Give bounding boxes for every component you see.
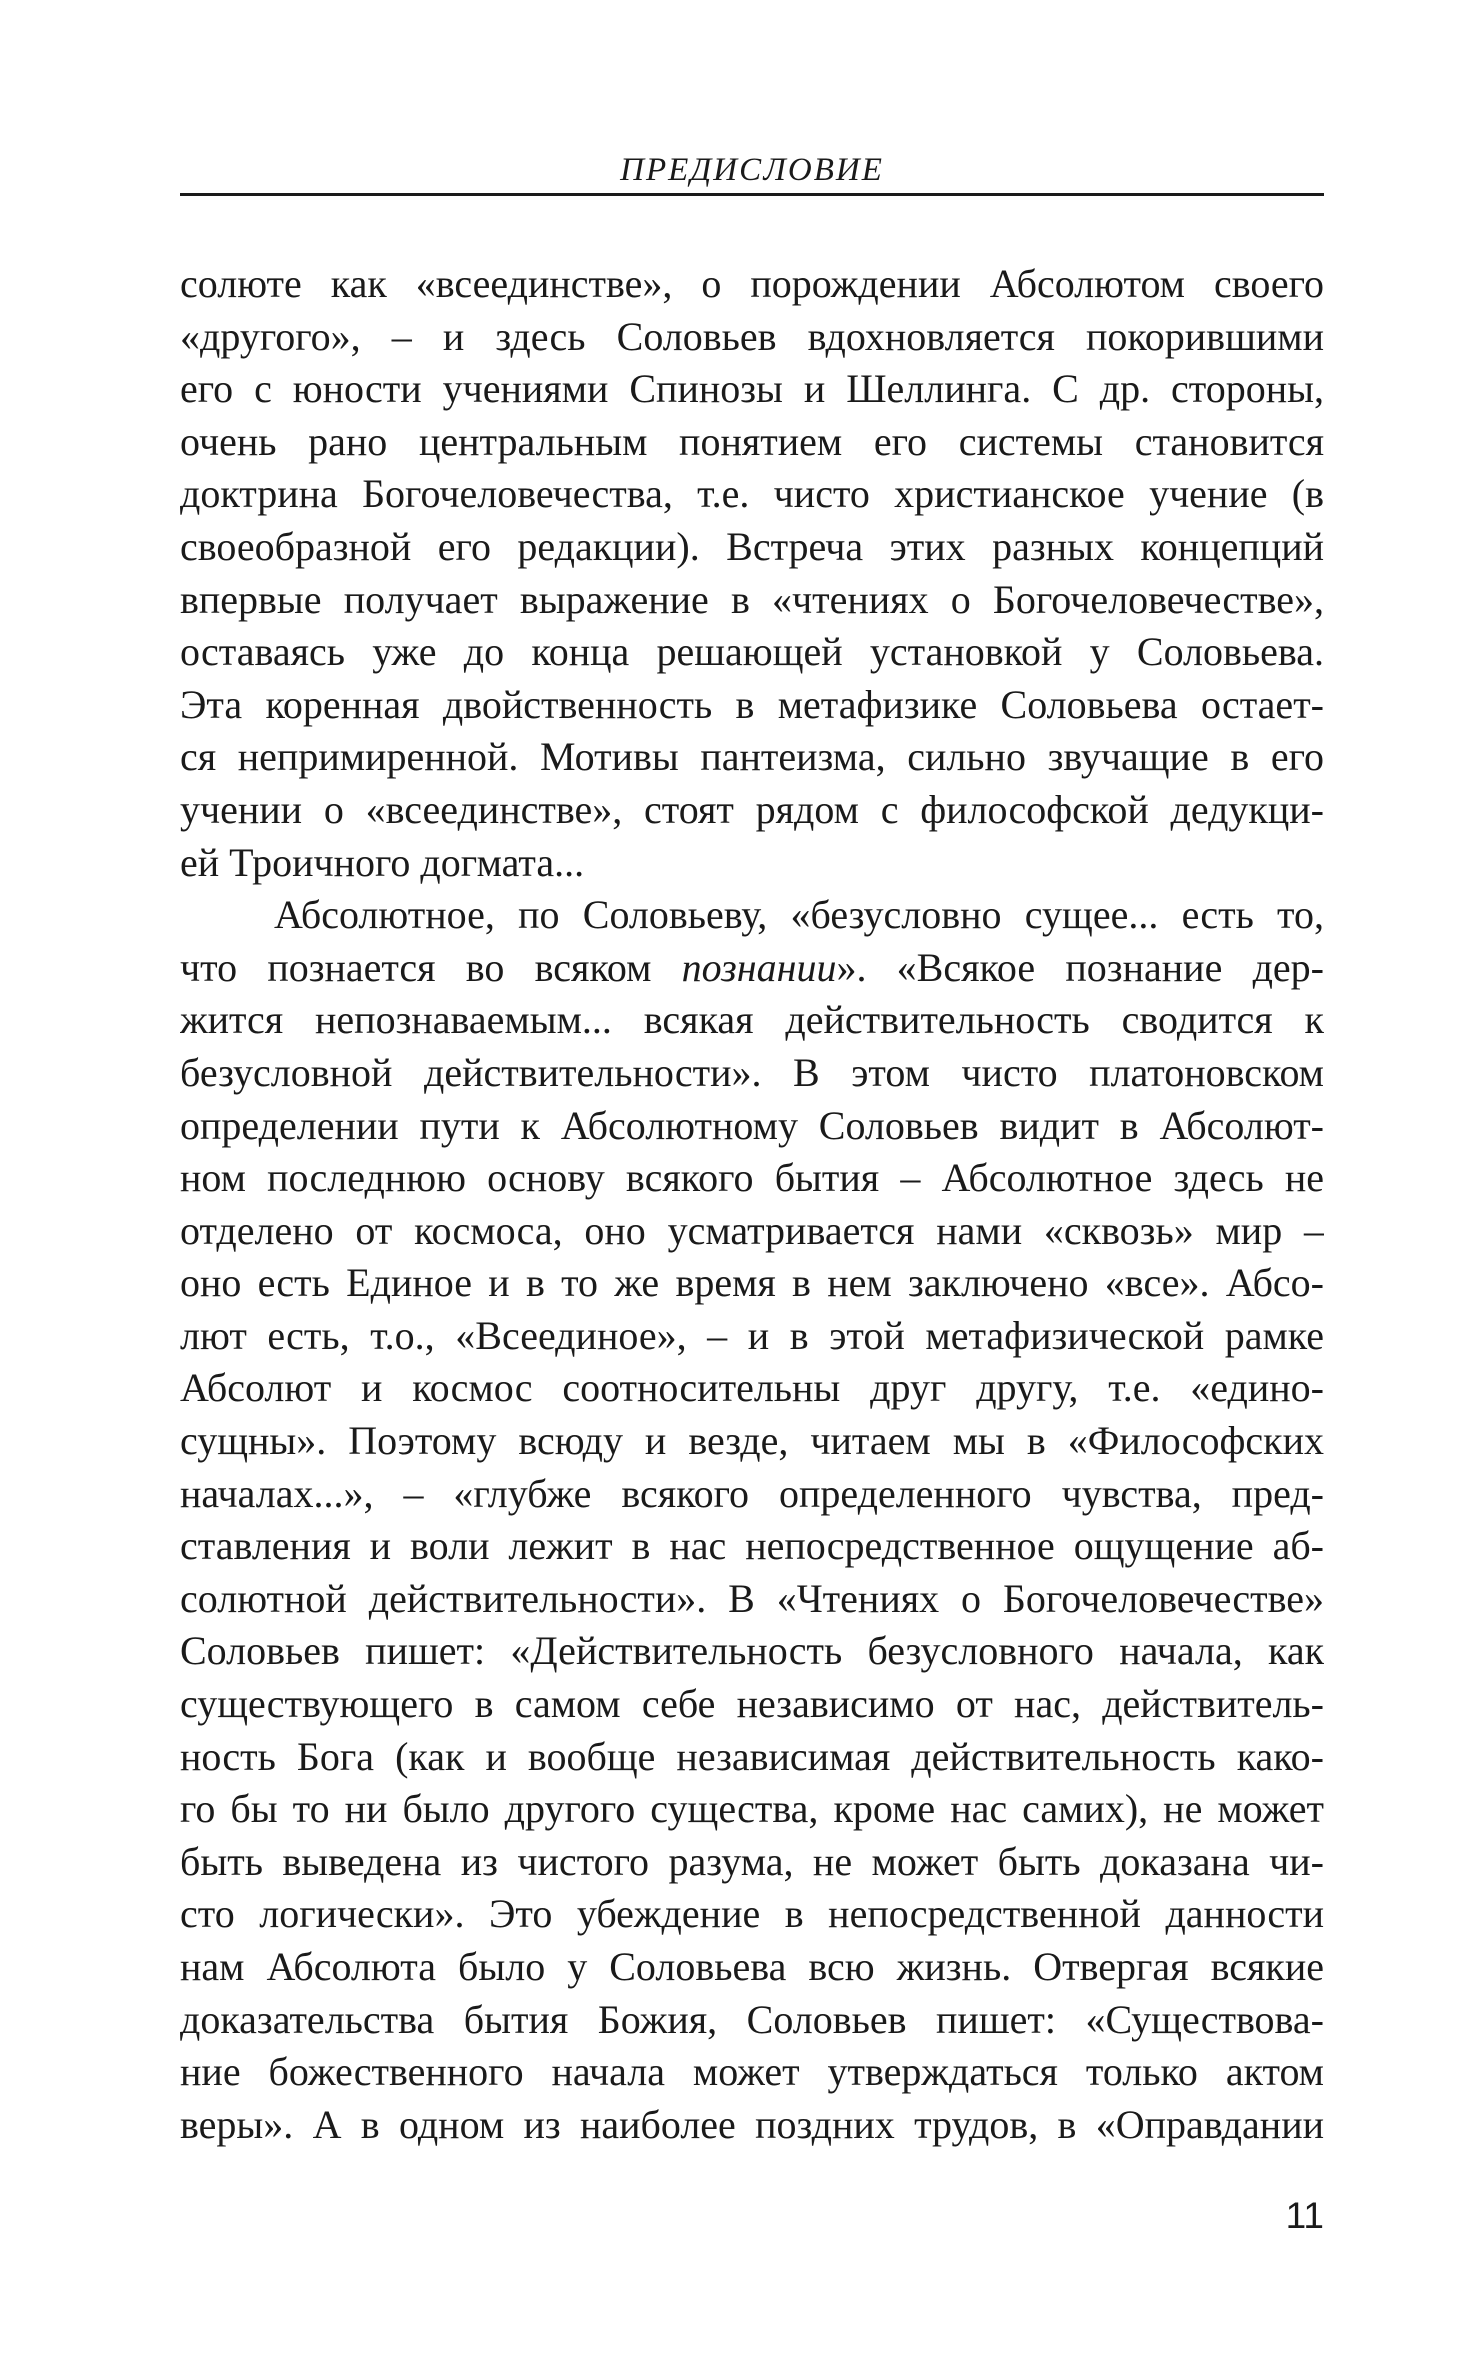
text-line: жится непознаваемым... всякая действительность сводится к [180, 997, 1324, 1043]
text-line: доказательства бытия Божия, Соловьев пишет: «Существова- [180, 1996, 1324, 2042]
text-line: существующего в самом себе независимо от нас, действитель- [180, 1681, 1324, 1727]
text-line-with-emphasis [180, 942, 1324, 995]
text-line: Соловьев пишет: «Действительность безусловного начала, как [180, 1628, 1324, 1674]
text-line: его с юности учениями Спинозы и Шеллинга. С др. стороны, [180, 366, 1324, 412]
text-line: солюте как «всеединстве», о порождении Абсолютом своего [180, 261, 1324, 306]
text-line: очень рано центральным понятием его системы становится [180, 418, 1324, 464]
text-line: веры». А в одном из наиболее поздних трудов, в «Оправдании [180, 2101, 1324, 2147]
text-line: ставления и воли лежит в нас непосредственное ощущение аб- [180, 1523, 1324, 1569]
text-line: «другого», – и здесь Соловьев вдохновляется покорившими [180, 313, 1324, 359]
text-line: доктрина Богочеловечества, т.е. чисто христианское учение (в [180, 471, 1324, 517]
text-line: началах...», – «глубже всякого определенного чувства, пред- [180, 1470, 1324, 1516]
text-line: Эта коренная двойственность в метафизике Соловьева остает- [180, 681, 1324, 727]
text-line: ность Бога (как и вообще независимая действительность како- [180, 1733, 1324, 1779]
text-line: ние божественного начала может утверждаться только актом [180, 2049, 1324, 2095]
text-line: сущны». Поэтому всюду и везде, читаем мы в «Философских [180, 1418, 1324, 1464]
text-line: лют есть, т.о., «Всеединое», – и в этой метафизической рамке [180, 1312, 1324, 1358]
text-line: безусловной действительности». В этом чисто платоновском [180, 1049, 1324, 1095]
text-line: своеобразной его редакции). Встреча этих разных концепций [180, 523, 1324, 569]
text-line: впервые получает выражение в «чтениях о Богочеловечестве», [180, 576, 1324, 622]
emphasized-word: познании [681, 944, 837, 990]
text-line: ном последнюю основу всякого бытия – Абсолютное здесь не [180, 1155, 1324, 1201]
text-line: го бы то ни было другого существа, кроме нас самих), не может [180, 1786, 1324, 1832]
text-line: оно есть Единое и в то же время в нем заключено «все». Абсо- [180, 1260, 1324, 1306]
paragraph-start-line: Абсолютное, по Соловьеву, «безусловно сущее... есть то, [274, 892, 1324, 938]
text-line: определении пути к Абсолютному Соловьев видит в Абсолют- [180, 1102, 1324, 1148]
page-number: 11 [1285, 2195, 1324, 2236]
text-line: оставаясь уже до конца решающей установкой у Соловьева. [180, 629, 1324, 675]
text-line: учении о «всеединстве», стоят рядом с философской дедукци- [180, 786, 1324, 832]
text-line: отделено от космоса, оно усматривается нами «сквозь» мир – [180, 1207, 1324, 1253]
text-line: быть выведена из чистого разума, не может быть доказана чи- [180, 1838, 1324, 1884]
running-head: ПРЕДИСЛОВИЕ [620, 152, 884, 188]
text-fragment: что познается во всяком [180, 944, 682, 990]
text-line: сто логически». Это убеждение в непосредственной данности [180, 1891, 1324, 1937]
text-line: нам Абсолюта было у Соловьева всю жизнь. Отвергая всякие [180, 1944, 1324, 1989]
paragraph-end-line: ей Троичного догмата... [180, 839, 585, 885]
body-text [180, 258, 1324, 2151]
running-head-rule [180, 193, 1324, 196]
text-line: солютной действительности». В «Чтениях о Богочеловечестве» [180, 1575, 1324, 1621]
text-line: ся непримиренной. Мотивы пантеизма, сильно звучащие в его [180, 734, 1324, 780]
text-line: Абсолют и космос соотносительны друг другу, т.е. «едино- [180, 1365, 1324, 1411]
text-fragment: ». «Всякое познание дер- [836, 944, 1324, 990]
